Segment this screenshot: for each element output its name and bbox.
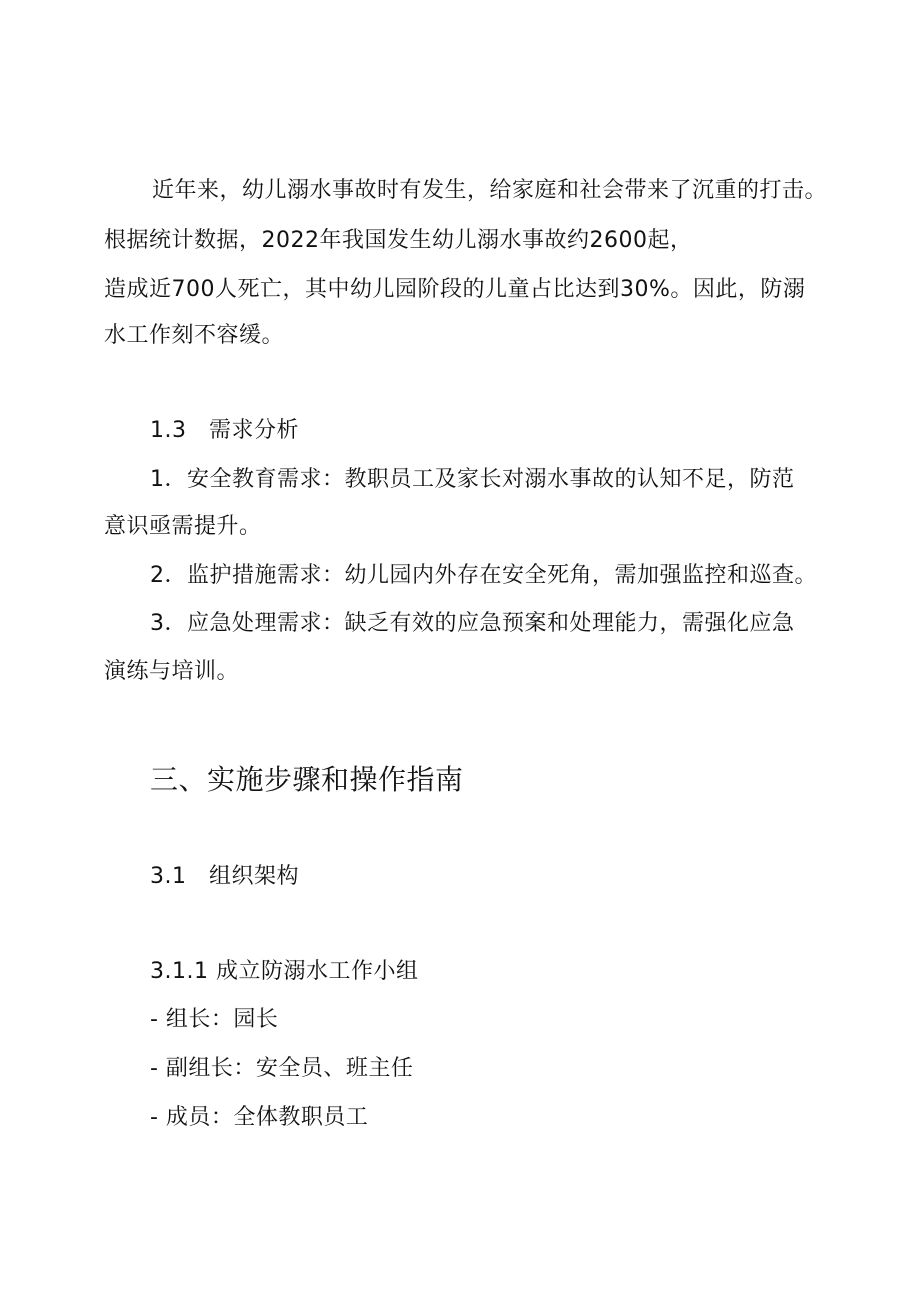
- chapter-3-title: 三、实施步骤和操作指南: [150, 763, 464, 796]
- need-item-1-line-2: 意识亟需提升。: [104, 514, 262, 539]
- member-line-2: - 副组长：安全员、班主任: [150, 1056, 414, 1081]
- intro-line-1: 近年来，幼儿溺水事故时有发生，给家庭和社会带来了沉重的打击。: [152, 178, 828, 203]
- need-item-2-line-1: 2．监护措施需求：幼儿园内外存在安全死角，需加强监控和巡查。: [150, 563, 817, 588]
- need-item-3-line-1: 3．应急处理需求：缺乏有效的应急预案和处理能力，需强化应急: [150, 611, 795, 636]
- need-item-1-line-1: 1．安全教育需求：教职员工及家长对溺水事故的认知不足，防范: [150, 467, 795, 492]
- section-3-1-1-title: 3.1.1 成立防溺水工作小组: [150, 959, 419, 984]
- member-line-1: - 组长：园长: [150, 1007, 279, 1032]
- section-1-3-title: 1.3 需求分析: [150, 418, 299, 443]
- need-item-3-line-2: 演练与培训。: [104, 659, 240, 684]
- intro-line-3: 造成近700人死亡，其中幼儿园阶段的儿童占比达到30%。因此，防溺: [104, 277, 806, 302]
- section-3-1-title: 3.1 组织架构: [150, 864, 299, 889]
- member-line-3: - 成员：全体教职员工: [150, 1105, 369, 1130]
- intro-line-4: 水工作刻不容缓。: [104, 323, 285, 348]
- intro-line-2: 根据统计数据，2022年我国发生幼儿溺水事故约2600起，: [104, 228, 693, 253]
